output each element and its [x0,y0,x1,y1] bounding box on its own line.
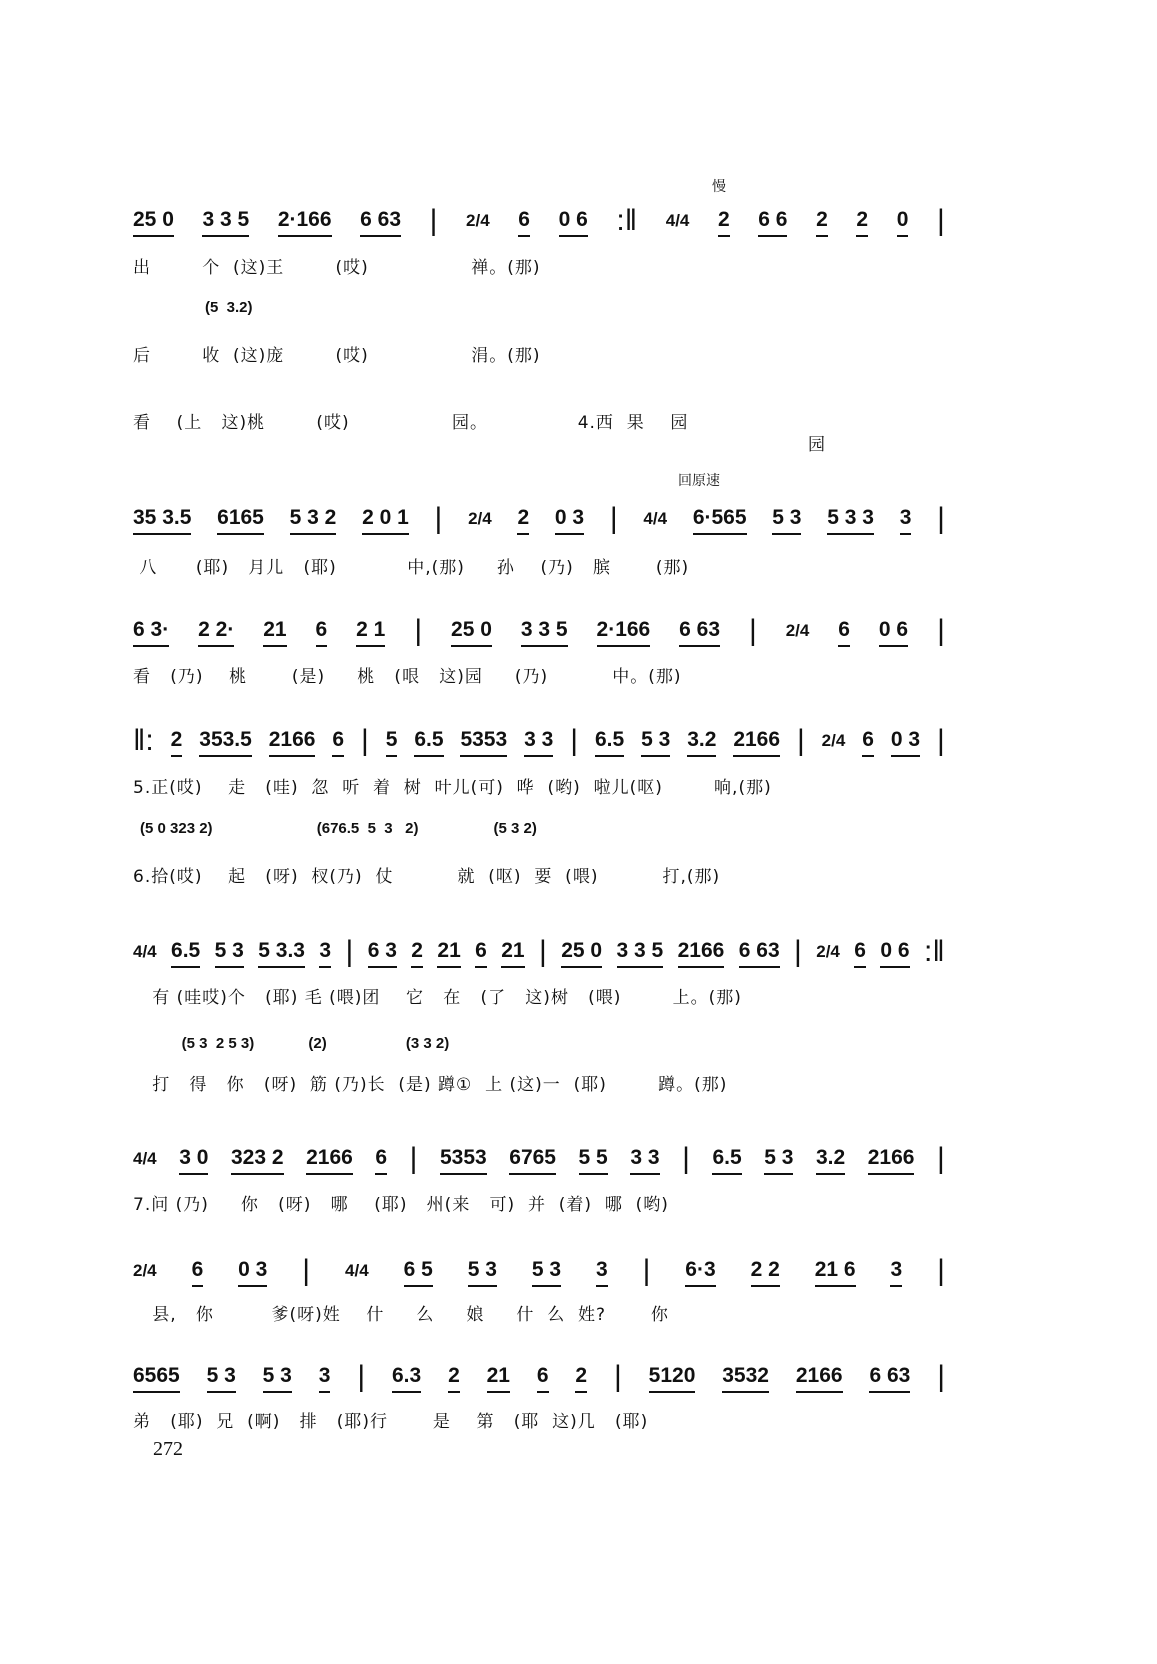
lyric-line: 6.拾(哎) 起 (呀) 杈(乃) 仗 就 (呕) 要 (喂) 打,(那) [133,867,721,887]
bar-line: | [937,501,945,535]
note-group: 2 2· [198,618,234,647]
bar-line: | [642,1253,651,1287]
note-group: 2166 [269,728,316,757]
note-group: 3 3 5 [617,939,664,968]
time-signature: 2/4 [816,941,840,961]
note-group: 2 [856,208,868,237]
note-group: 2 [517,506,529,535]
bar-line: | [434,501,443,535]
note-group: 21 [501,939,524,968]
bar-line: | [936,723,945,757]
note-group: 6165 [217,506,264,535]
note-group: 5 3 [764,1146,793,1175]
note-group: 353.5 [199,728,252,757]
repeat-sign: :‖ [616,203,638,237]
note-group: 6 [332,728,344,757]
notation-line [133,612,945,652]
note-group: 6 [854,939,866,968]
note-group: 3.2 [816,1146,845,1175]
note-group: 3 0 [179,1146,208,1175]
note-group: 2166 [868,1146,915,1175]
note-group: 5 5 [579,1146,608,1175]
note-group: 6.5 [595,728,624,757]
bar-line: | [748,613,757,647]
note-group: 6 [192,1258,204,1287]
note-group: 6 [375,1146,387,1175]
note-group: 2 1 [356,618,385,647]
note-group: 6 63 [679,618,720,647]
note-group: 6565 [133,1364,180,1393]
note-group: 3 [890,1258,902,1287]
note-group: 5 3 3 [827,506,874,535]
bar-line: | [429,203,438,237]
bar-line: | [613,1359,622,1393]
note-group: 2·166 [278,208,332,237]
note-group: 5 3 [215,939,244,968]
lyric-line: 县, 你 爹(呀)姓 什 么 娘 什 么 姓? 你 [133,1305,669,1325]
note-group: 35 3.5 [133,506,191,535]
note-group: 21 6 [815,1258,856,1287]
repeat-sign: :‖ [923,934,945,968]
note-group: 0 [897,208,909,237]
note-group: 3 3 [630,1146,659,1175]
notation-line [133,1358,945,1398]
note-group: 2166 [306,1146,353,1175]
note-group: 6 63 [739,939,780,968]
bar-line: | [361,723,369,757]
note-group: 2 [448,1364,460,1393]
time-signature: 2/4 [468,508,492,528]
note-group: 5 3.3 [258,939,305,968]
ornament-notation: (5 3.2) [205,299,253,316]
note-group: 6.5 [171,939,200,968]
notation-line [133,500,945,540]
note-group: 0 6 [880,939,909,968]
note-group: 2166 [678,939,725,968]
note-group: 5 3 [641,728,670,757]
time-signature: 4/4 [133,941,157,961]
note-group: 6 [475,939,487,968]
note-group: 6 63 [869,1364,910,1393]
lyric-line: 打 得 你 (呀) 筋 (乃)长 (是) 蹲① 上 (这)一 (耶) 蹲。(那) [133,1075,728,1095]
note-group: 5 3 [532,1258,561,1287]
time-signature: 2/4 [466,210,490,230]
note-group: 2 [718,208,730,237]
bar-line: | [937,1359,945,1393]
time-signature: 4/4 [665,210,690,230]
note-group: 3532 [722,1364,769,1393]
note-group: 6 5 [404,1258,433,1287]
bar-line: | [794,934,802,968]
lyric-line: 弟 (耶) 兄 (啊) 排 (耶)行 是 第 (耶 这)几 (耶) [133,1412,649,1432]
bar-line: | [937,1141,945,1175]
time-signature: 4/4 [133,1148,157,1168]
note-group: 2 [171,728,183,757]
bar-line: | [570,723,579,757]
bar-line: | [345,934,354,968]
lyric-line: 有 (哇哎)个 (耶) 毛 (喂)团 它 在 (了 这)树 (喂) 上。(那) [133,988,742,1008]
note-group: 5 3 [263,1364,292,1393]
note-group: 6·565 [693,506,747,535]
time-signature: 4/4 [345,1260,369,1280]
note-group: 25 0 [561,939,602,968]
lyric-line: 出 个 (这)王 (哎) 禅。(那) [133,258,541,278]
note-group: 0 6 [879,618,908,647]
note-group: 6 63 [360,208,401,237]
note-group: 25 0 [133,208,174,237]
note-group: 21 [487,1364,510,1393]
page-number: 272 [153,1438,183,1460]
note-group: 3 3 [524,728,553,757]
note-group: 3 [319,939,331,968]
note-group: 6 3 [368,939,397,968]
time-signature: 2/4 [821,730,846,750]
note-group: 2166 [733,728,780,757]
note-group: 2 [816,208,828,237]
note-group: 6 [537,1364,549,1393]
note-group: 21 [263,618,286,647]
note-group: 3.2 [687,728,716,757]
note-group: 2166 [796,1364,843,1393]
ornament-notation: (5 0 323 2) (676.5 5 3 2) (5 3 2) [140,820,537,837]
bar-line: | [414,613,423,647]
note-group: 6 [518,208,530,237]
notation-line [133,1252,945,1292]
note-group: 2 2 [751,1258,780,1287]
note-group: 6.5 [712,1146,741,1175]
bar-line: | [937,613,945,647]
bar-line: | [539,934,547,968]
note-group: 5 3 [772,506,801,535]
note-group: 6.5 [414,728,443,757]
note-group: 6 6 [758,208,787,237]
lyric-line: 八 (耶) 月儿 (耶) 中,(那) 孙 (乃) 膑 (那) [133,558,690,578]
note-group: 5 3 [207,1364,236,1393]
note-group: 5 3 2 [290,506,337,535]
bar-line: | [936,203,945,237]
note-group: 0 3 [891,728,920,757]
lyric-line: 看 (上 这)桃 (哎) 园。 4.西 果 园 [133,413,689,433]
bar-line: | [302,1253,311,1287]
note-group: 6765 [509,1146,556,1175]
bar-line: | [357,1359,366,1393]
notation-line [133,933,945,973]
note-group: 5353 [460,728,507,757]
tempo-mark-slow: 慢 [712,179,726,195]
note-group: 6 3· [133,618,169,647]
note-group: 0 3 [238,1258,267,1287]
note-group: 21 [437,939,460,968]
bar-line: | [609,501,618,535]
note-group: 6.3 [392,1364,421,1393]
time-signature: 4/4 [643,508,668,528]
repeat-sign: ‖: [133,723,154,757]
note-group: 6 [838,618,850,647]
notation-line [133,722,945,762]
bar-line: | [682,1141,690,1175]
note-group: 323 2 [231,1146,284,1175]
note-group: 3 [319,1364,331,1393]
lyric-line: 5.正(哎) 走 (哇) 忽 听 着 树 叶儿(可) 哗 (哟) 啦儿(呕) 响,(那) [133,778,772,798]
note-group: 2·166 [597,618,651,647]
note-group: 6·3 [685,1258,715,1287]
bar-line: | [409,1141,418,1175]
note-group: 0 6 [559,208,588,237]
note-group: 2 [575,1364,587,1393]
lyric-line: 后 收 (这)庞 (哎) 涓。(那) [133,346,541,366]
note-group: 6 [316,618,328,647]
lyric-line: 7.问 (乃) 你 (呀) 哪 (耶) 州(来 可) 并 (着) 哪 (哟) [133,1195,669,1215]
note-group: 2 0 1 [362,506,409,535]
notation-line [133,202,945,242]
tempo-mark-a-tempo: 回原速 [678,473,720,489]
note-group: 2 [411,939,423,968]
note-group: 3 3 5 [202,208,249,237]
ornament-notation: (5 3 2 5 3) (2) (3 3 2) [140,1035,450,1052]
lyric-line: 看 (乃) 桃 (是) 桃 (哏 这)园 (乃) 中。(那) [133,667,682,687]
note-group: 3 [596,1258,608,1287]
note-group: 6 [862,728,874,757]
lyric-line: 园 [808,435,826,455]
note-group: 25 0 [451,618,492,647]
note-group: 5120 [649,1364,696,1393]
note-group: 3 [900,506,912,535]
note-group: 5 [386,728,398,757]
note-group: 5 3 [468,1258,497,1287]
notation-line [133,1140,945,1180]
time-signature: 2/4 [785,620,810,640]
bar-line: | [796,723,805,757]
bar-line: | [937,1253,945,1287]
note-group: 0 3 [555,506,584,535]
time-signature: 2/4 [133,1260,157,1280]
note-group: 5353 [440,1146,487,1175]
note-group: 3 3 5 [521,618,568,647]
